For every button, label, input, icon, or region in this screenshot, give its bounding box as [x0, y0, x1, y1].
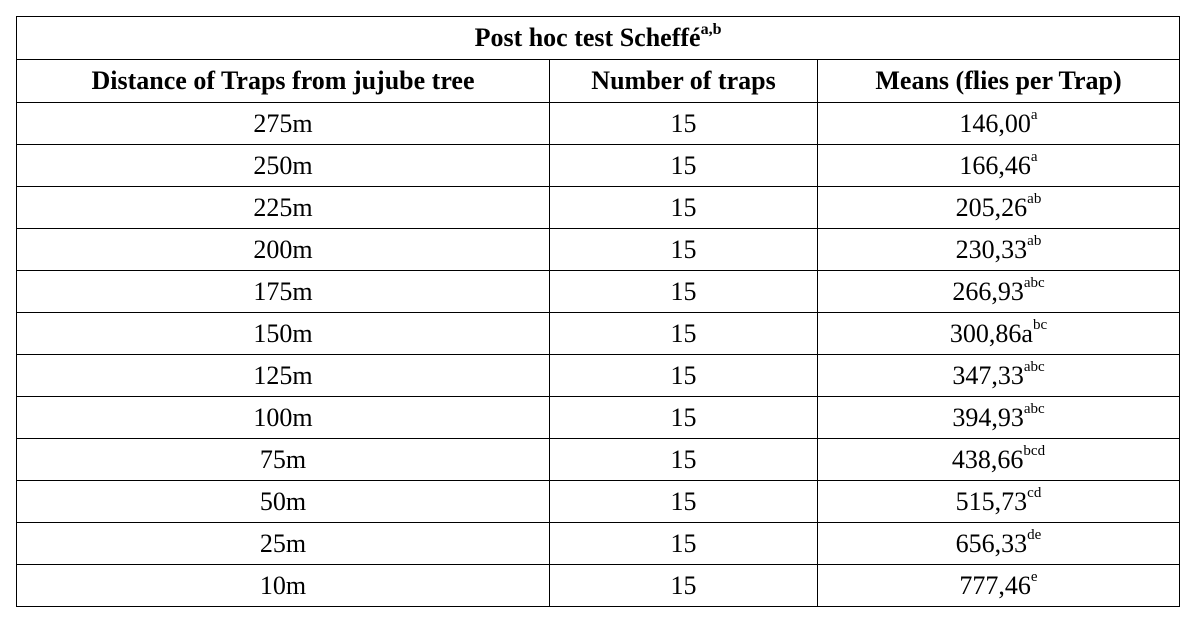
header-number-of-traps: Number of traps [550, 60, 818, 103]
mean-value: 656,33 [955, 528, 1028, 558]
traps-cell: 15 [550, 523, 818, 565]
table-title-row [17, 17, 1180, 60]
table-title-text: Post hoc test Scheffé [474, 23, 701, 52]
table-row [17, 355, 1180, 397]
mean-value: 300,86a [949, 318, 1033, 348]
mean-group-letters: a [1030, 106, 1038, 123]
mean-cell [818, 355, 1180, 397]
mean-group-letters: cd [1027, 484, 1042, 501]
traps-cell: 15 [550, 565, 818, 607]
distance-cell: 75m [17, 439, 550, 481]
table-title-superscript: a,b [700, 21, 722, 39]
mean-group-letters: bcd [1023, 442, 1046, 459]
mean-value: 438,66 [951, 444, 1024, 474]
traps-cell: 15 [550, 439, 818, 481]
table-title [17, 17, 1180, 60]
mean-value: 347,33 [952, 360, 1024, 390]
mean-cell [818, 439, 1180, 481]
mean-cell [818, 523, 1180, 565]
mean-cell [818, 229, 1180, 271]
mean-cell [818, 145, 1180, 187]
distance-cell: 150m [17, 313, 550, 355]
distance-cell: 10m [17, 565, 550, 607]
mean-group-letters: a [1030, 148, 1038, 165]
mean-value: 230,33 [955, 234, 1028, 264]
distance-cell: 200m [17, 229, 550, 271]
mean-cell [818, 565, 1180, 607]
distance-cell: 125m [17, 355, 550, 397]
traps-cell: 15 [550, 271, 818, 313]
header-distance: Distance of Traps from jujube tree [17, 60, 550, 103]
traps-cell: 15 [550, 103, 818, 145]
table-row [17, 271, 1180, 313]
mean-group-letters: ab [1027, 232, 1042, 249]
scheffe-post-hoc-table [16, 16, 1180, 607]
mean-value: 266,93 [952, 276, 1024, 306]
distance-cell: 100m [17, 397, 550, 439]
distance-cell: 275m [17, 103, 550, 145]
distance-cell: 225m [17, 187, 550, 229]
distance-cell: 250m [17, 145, 550, 187]
table-row [17, 523, 1180, 565]
traps-cell: 15 [550, 187, 818, 229]
mean-cell [818, 187, 1180, 229]
mean-value: 146,00 [959, 108, 1031, 138]
table-row [17, 103, 1180, 145]
traps-cell: 15 [550, 145, 818, 187]
table-row [17, 313, 1180, 355]
traps-cell: 15 [550, 355, 818, 397]
mean-cell [818, 271, 1180, 313]
table-row [17, 481, 1180, 523]
mean-group-letters: ab [1027, 190, 1042, 207]
mean-cell [818, 481, 1180, 523]
table-row [17, 229, 1180, 271]
traps-cell: 15 [550, 481, 818, 523]
mean-value: 777,46 [959, 570, 1031, 600]
mean-value: 205,26 [955, 192, 1028, 222]
mean-cell [818, 397, 1180, 439]
table-row [17, 565, 1180, 607]
mean-value: 394,93 [952, 402, 1024, 432]
table-header-row [17, 60, 1180, 103]
mean-value: 515,73 [955, 486, 1028, 516]
traps-cell: 15 [550, 229, 818, 271]
traps-cell: 15 [550, 313, 818, 355]
mean-cell [818, 313, 1180, 355]
mean-group-letters: abc [1023, 400, 1045, 417]
header-means: Means (flies per Trap) [818, 60, 1180, 103]
table-row [17, 145, 1180, 187]
table-row [17, 187, 1180, 229]
mean-group-letters: e [1030, 568, 1038, 585]
mean-value: 166,46 [959, 150, 1031, 180]
distance-cell: 175m [17, 271, 550, 313]
traps-cell: 15 [550, 397, 818, 439]
mean-group-letters: bc [1032, 316, 1048, 333]
table-row [17, 397, 1180, 439]
mean-group-letters: abc [1023, 358, 1045, 375]
mean-group-letters: abc [1023, 274, 1045, 291]
mean-cell [818, 103, 1180, 145]
distance-cell: 25m [17, 523, 550, 565]
distance-cell: 50m [17, 481, 550, 523]
mean-group-letters: de [1027, 526, 1042, 543]
table-row [17, 439, 1180, 481]
